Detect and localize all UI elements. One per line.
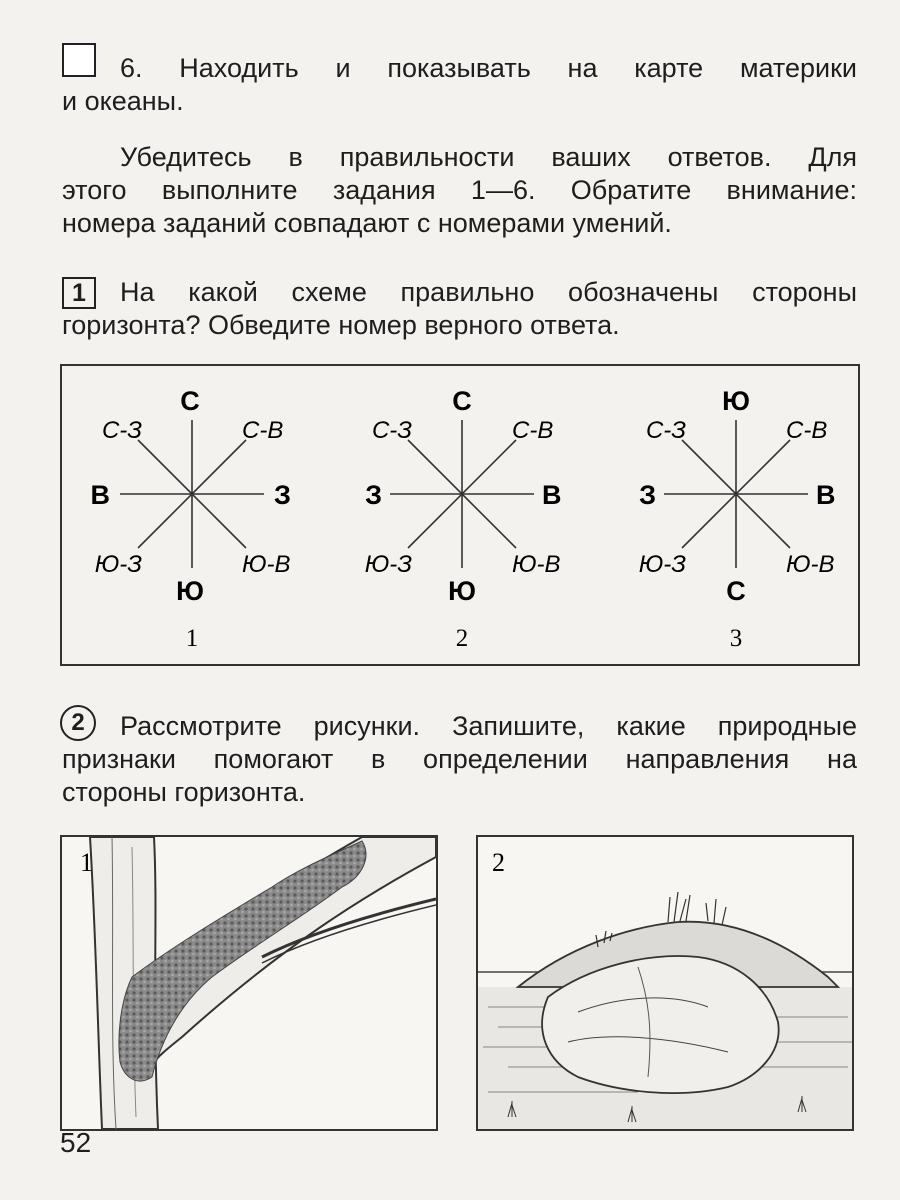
compass-scheme-2 bbox=[365, 386, 562, 652]
label-top-left: С-З bbox=[101, 417, 142, 444]
task-2-number: 2 bbox=[60, 705, 96, 741]
compass-scheme-1 bbox=[91, 386, 291, 652]
label-top: С bbox=[452, 386, 472, 416]
task-1-number: 1 bbox=[62, 277, 96, 309]
label-bottom-left: Ю-З bbox=[364, 551, 412, 578]
item-6-line-1: 6. Находить и показывать на карте материки bbox=[120, 53, 857, 83]
scheme-number: 1 bbox=[185, 625, 199, 652]
task-2-line-2: признаки помогают в определении направления на bbox=[62, 744, 857, 774]
compass-scheme-3 bbox=[639, 386, 836, 652]
task-1-text bbox=[62, 276, 857, 342]
check-line-2: этого выполните задания 1—6. Обратите внимание: bbox=[62, 175, 857, 205]
picture-2-frame bbox=[476, 835, 854, 1131]
check-paragraph bbox=[62, 141, 857, 240]
label-left: З bbox=[365, 480, 382, 510]
label-right: В bbox=[542, 480, 562, 510]
picture-2-number: 2 bbox=[492, 848, 505, 877]
task-2-text bbox=[62, 710, 857, 809]
label-bottom-left: Ю-З bbox=[94, 551, 142, 578]
task-1-line-2: горизонта? Обведите номер верного ответа. bbox=[62, 310, 620, 340]
label-bottom: Ю bbox=[448, 576, 476, 606]
label-bottom-left: Ю-З bbox=[638, 551, 686, 578]
check-line-1: Убедитесь в правильности ваших ответов. Для bbox=[120, 142, 857, 172]
label-bottom: С bbox=[726, 576, 746, 606]
label-bottom-right: Ю-В bbox=[786, 551, 835, 578]
rocky-hill-illustration bbox=[478, 837, 854, 1129]
label-top-right: С-В bbox=[512, 417, 554, 444]
label-bottom: Ю bbox=[176, 576, 204, 606]
item-6-text bbox=[62, 52, 857, 118]
picture-1-number: 1 bbox=[80, 848, 93, 877]
scheme-number: 2 bbox=[455, 625, 469, 652]
label-right: З bbox=[274, 480, 291, 510]
item-6-line-2: и океаны. bbox=[62, 86, 184, 116]
label-top: Ю bbox=[722, 386, 750, 416]
page-number: 52 bbox=[60, 1127, 92, 1158]
scheme-number: 3 bbox=[729, 625, 743, 652]
label-top-right: С-В bbox=[242, 417, 284, 444]
task-1-line-1: На какой схеме правильно обозначены стороны bbox=[120, 277, 857, 307]
label-bottom-right: Ю-В bbox=[242, 551, 291, 578]
label-top-left: С-З bbox=[645, 417, 686, 444]
label-left: З bbox=[639, 480, 656, 510]
label-bottom-right: Ю-В bbox=[512, 551, 561, 578]
label-left: В bbox=[90, 480, 110, 510]
label-top-left: С-З bbox=[371, 417, 412, 444]
picture-1-frame bbox=[60, 835, 438, 1131]
tree-moss-illustration bbox=[62, 837, 436, 1129]
label-right: В bbox=[816, 480, 836, 510]
compass-schemes-frame bbox=[60, 364, 860, 666]
label-top: С bbox=[180, 386, 200, 416]
compass-schemes bbox=[62, 366, 858, 664]
task-2-line-1: Рассмотрите рисунки. Запишите, какие природные bbox=[120, 711, 857, 741]
task-2-line-3: стороны горизонта. bbox=[62, 777, 306, 807]
label-top-right: С-В bbox=[786, 417, 828, 444]
check-line-3: номера заданий совпадают с номерами умений. bbox=[62, 208, 672, 238]
